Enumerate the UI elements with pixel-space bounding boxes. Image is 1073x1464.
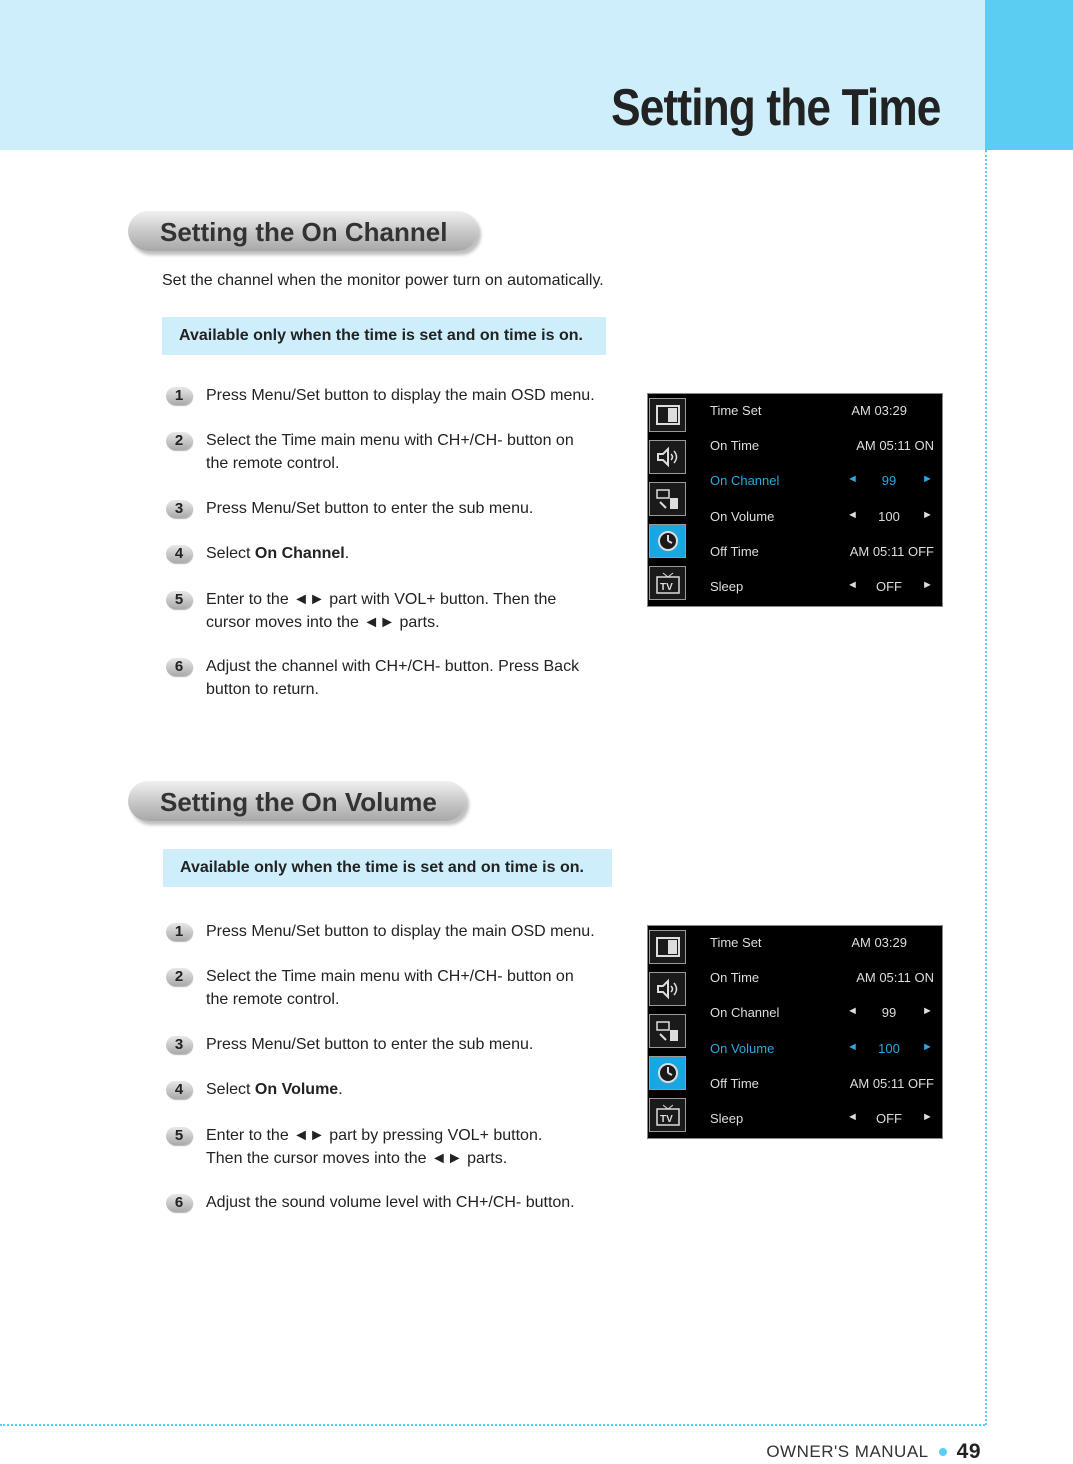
footer-label: OWNER'S MANUAL <box>766 1442 929 1461</box>
left-arrow-icon: ◄ <box>847 579 858 591</box>
step: 4 Select On Channel. <box>166 542 349 565</box>
section-heading-on-channel: Setting the On Channel <box>128 211 478 251</box>
osd-icon-column <box>648 926 688 1138</box>
left-arrow-icon: ◄ <box>847 1041 858 1053</box>
step: 3 Press Menu/Set button to enter the sub menu. <box>166 1033 533 1056</box>
osd-menu-on-channel <box>647 393 943 607</box>
tv-icon <box>649 1098 686 1132</box>
availability-note: Available only when the time is set and on time is on. <box>163 849 612 887</box>
svg-text:TV: TV <box>660 582 673 593</box>
left-arrow-icon: ◄ <box>847 1111 858 1123</box>
right-arrow-icon: ► <box>922 1005 933 1017</box>
clock-icon <box>649 1056 686 1090</box>
step: 3 Press Menu/Set button to enter the sub menu. <box>166 497 533 520</box>
step: 5 Enter to the ◄► part with VOL+ button. Then the cursor moves into the ◄► parts. <box>166 588 556 634</box>
bottom-dotted-rule <box>0 1424 985 1426</box>
sound-icon <box>649 440 686 474</box>
osd-rows: Time Set AM 03:29 On Time AM 05:11 ON On Channel ◄ 99 ► On Volume ◄ 100 ► Off Time AM 05:11 OFF Sleep ◄ OFF ► <box>710 935 934 1126</box>
left-arrow-icon: ◄ <box>847 473 858 485</box>
setup-icon <box>649 1014 686 1048</box>
right-dotted-rule <box>985 150 987 1425</box>
step: 1 Press Menu/Set button to display the main OSD menu. <box>166 920 595 943</box>
header-tab <box>985 0 1073 150</box>
svg-text:TV: TV <box>660 1114 673 1125</box>
footer <box>766 1440 981 1464</box>
step: 2 Select the Time main menu with CH+/CH- button on the remote control. <box>166 965 574 1011</box>
picture-icon <box>649 930 686 964</box>
right-arrow-icon: ► <box>922 473 933 485</box>
step: 1 Press Menu/Set button to display the main OSD menu. <box>166 384 595 407</box>
osd-icon-column <box>648 394 688 606</box>
setup-icon <box>649 482 686 516</box>
osd-menu-on-volume <box>647 925 943 1139</box>
right-arrow-icon: ► <box>922 1041 933 1053</box>
osd-rows: Time Set AM 03:29 On Time AM 05:11 ON On Channel ◄ 99 ► On Volume ◄ 100 ► Off Time AM 05:11 OFF Sleep ◄ OFF ► <box>710 403 934 594</box>
right-arrow-icon: ► <box>922 509 933 521</box>
footer-dot-icon <box>939 1448 947 1456</box>
section-heading-on-volume: Setting the On Volume <box>128 781 466 821</box>
page-title: Setting the Time <box>611 79 941 137</box>
tv-icon <box>649 566 686 600</box>
availability-note: Available only when the time is set and on time is on. <box>162 317 606 355</box>
sound-icon <box>649 972 686 1006</box>
clock-icon <box>649 524 686 558</box>
right-arrow-icon: ► <box>922 579 933 591</box>
page-number: 49 <box>956 1440 981 1463</box>
step: 6 Adjust the sound volume level with CH+/CH- button. <box>166 1191 575 1214</box>
left-arrow-icon: ◄ <box>847 1005 858 1017</box>
right-arrow-icon: ► <box>922 1111 933 1123</box>
step: 4 Select On Volume. <box>166 1078 343 1101</box>
step: 5 Enter to the ◄► part by pressing VOL+ button. Then the cursor moves into the ◄► parts. <box>166 1124 542 1170</box>
section-intro: Set the channel when the monitor power turn on automatically. <box>162 272 604 289</box>
left-arrow-icon: ◄ <box>847 509 858 521</box>
step: 2 Select the Time main menu with CH+/CH- button on the remote control. <box>166 429 574 475</box>
step: 6 Adjust the channel with CH+/CH- button. Press Back button to return. <box>166 655 579 701</box>
picture-icon <box>649 398 686 432</box>
